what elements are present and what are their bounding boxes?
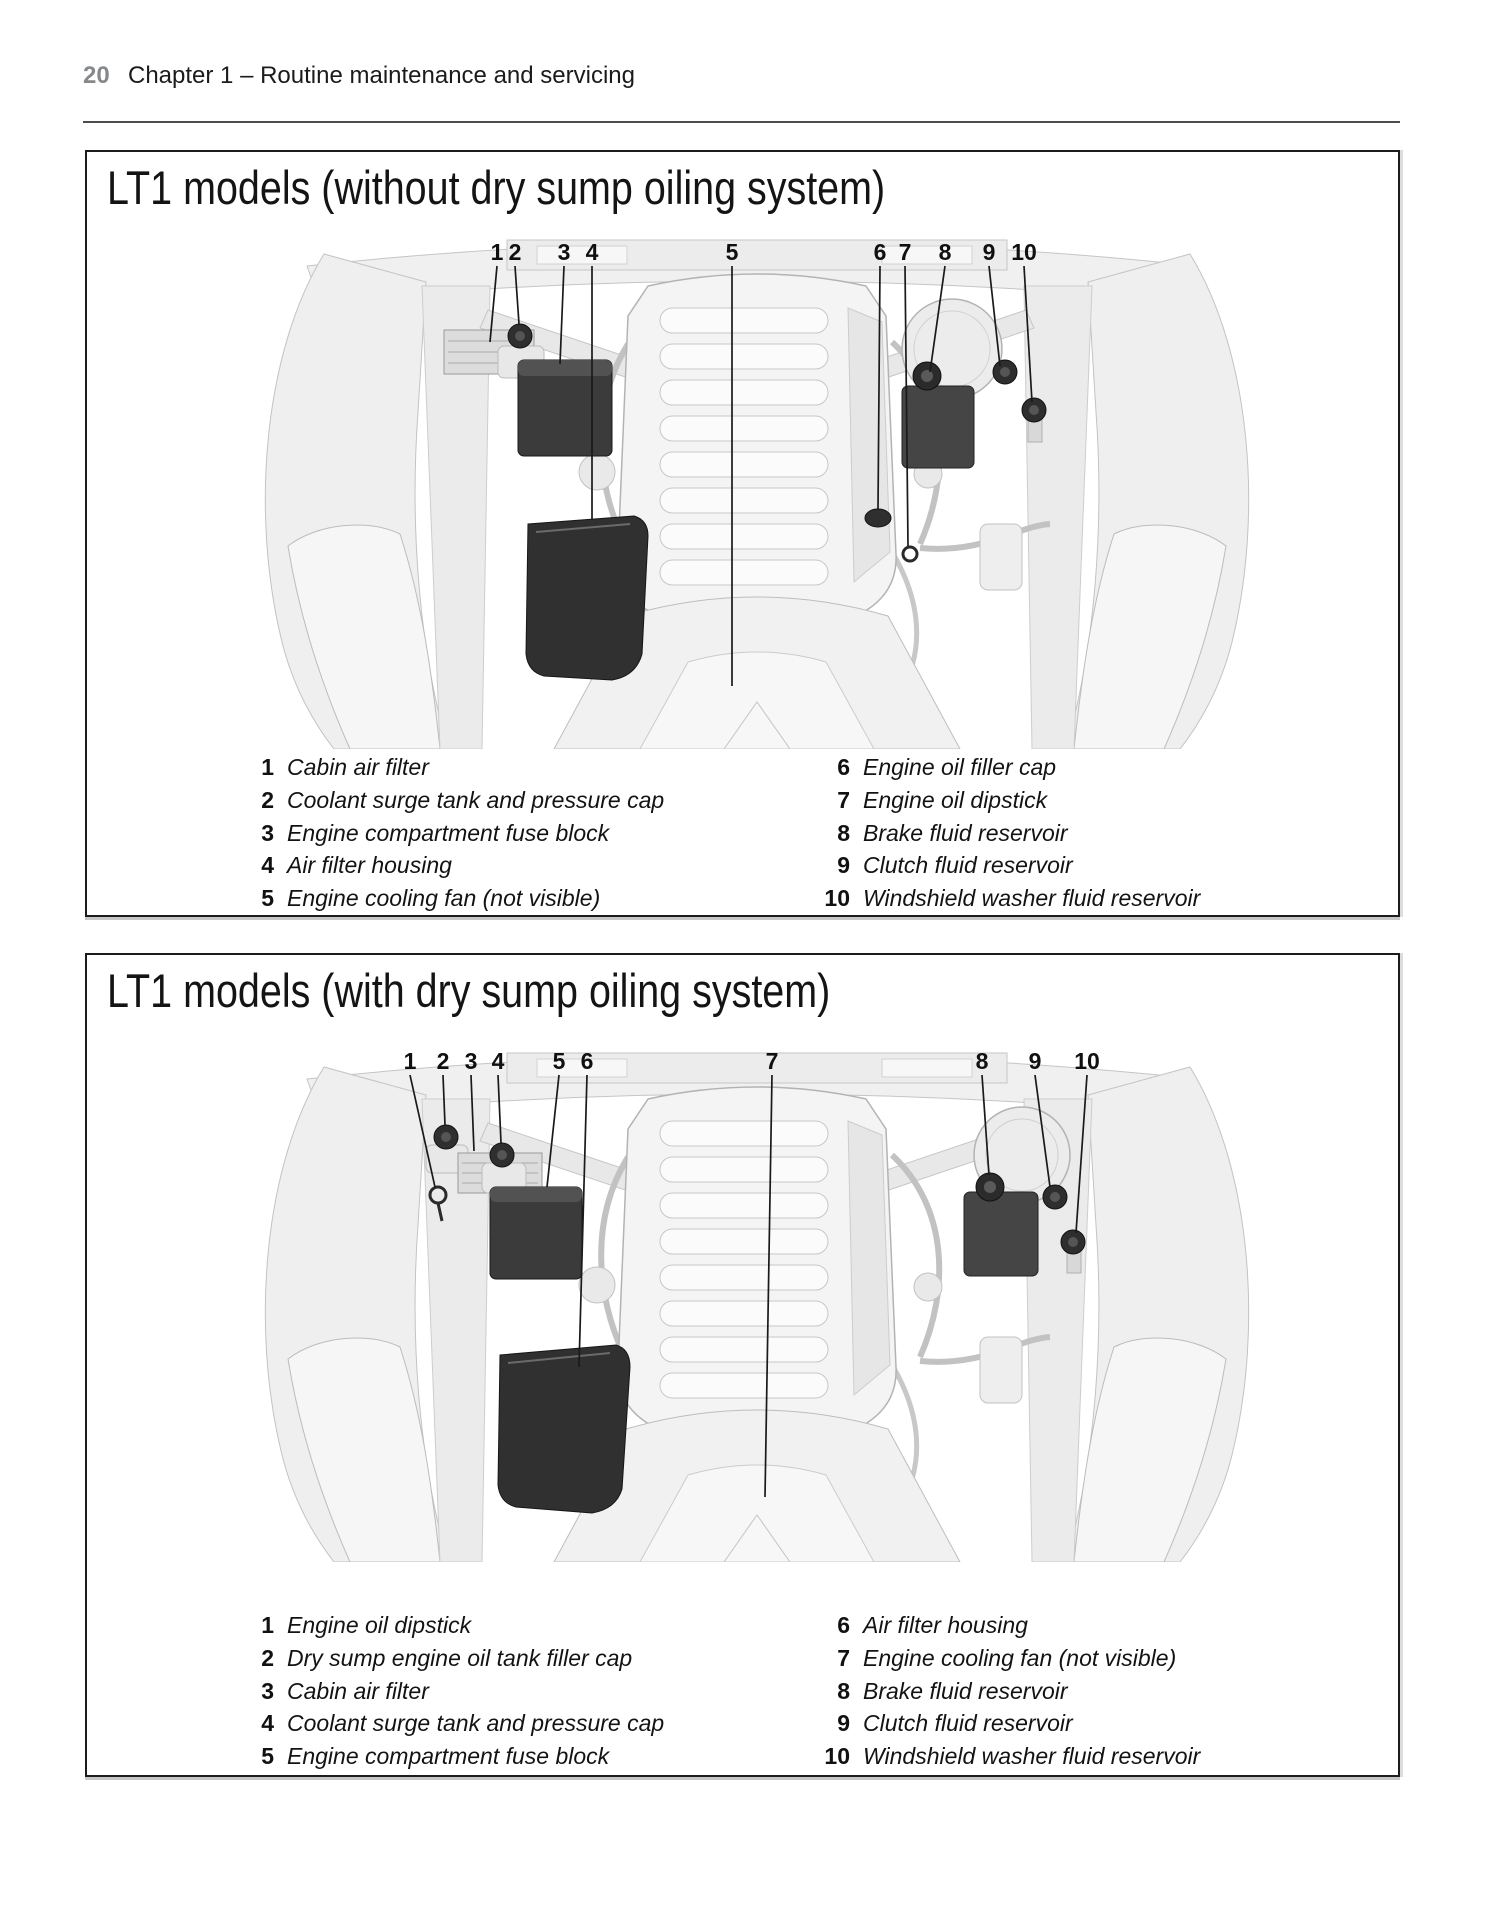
- legend-item-number: 9: [837, 852, 850, 879]
- legend-item-label: Cabin air filter: [287, 1677, 429, 1704]
- callout-number: 10: [1074, 1048, 1100, 1074]
- figure-title: LT1 models (without dry sump oiling system): [107, 161, 886, 214]
- legend-item-label: Engine oil dipstick: [287, 1612, 472, 1638]
- callout-number: 3: [557, 239, 571, 265]
- callout-number: 4: [491, 1048, 505, 1074]
- legend-item-number: 8: [837, 1677, 850, 1704]
- legend-item-label: Cabin air filter: [287, 754, 429, 780]
- callout-number: 7: [898, 239, 912, 265]
- legend-item: [800, 1642, 1380, 1675]
- legend-item-label: Windshield washer fluid reservoir: [863, 885, 1201, 912]
- legend-item-number: 2: [261, 1644, 274, 1671]
- legend-item-label: Air filter housing: [287, 852, 452, 879]
- legend-item: [800, 849, 1380, 882]
- callout-number: 7: [765, 1048, 779, 1074]
- legend-item: [224, 784, 784, 817]
- legend-item: [800, 817, 1380, 850]
- legend-item: [800, 1707, 1380, 1740]
- page-number: 20: [83, 62, 110, 89]
- legend-item-number: 7: [837, 1644, 850, 1671]
- legend-item-number: 7: [837, 786, 850, 813]
- legend-item: [224, 849, 784, 882]
- legend-item-label: Engine oil filler cap: [863, 754, 1057, 780]
- washer-fluid-reservoir-cap-shape: [1022, 398, 1046, 442]
- legend-item: [800, 1675, 1380, 1708]
- callout-number: 3: [464, 1048, 478, 1074]
- legend-item: [800, 751, 1380, 784]
- legend-item-number: 6: [837, 1612, 850, 1638]
- legend-item: [224, 1609, 784, 1642]
- legend-item-number: 1: [261, 1612, 274, 1638]
- figure-box-with-dry-sump: [85, 953, 1400, 1777]
- legend-item-label: Brake fluid reservoir: [863, 819, 1068, 846]
- legend-item-number: 4: [261, 1710, 274, 1737]
- legend-item-label: Windshield washer fluid reservoir: [863, 1743, 1201, 1770]
- callout-number: 5: [552, 1048, 566, 1074]
- figure-legend-right: [800, 1609, 1380, 1773]
- legend-item-label: Engine compartment fuse block: [287, 1743, 610, 1770]
- callout-number: 9: [1028, 1048, 1042, 1074]
- legend-item-number: 10: [824, 1743, 850, 1770]
- callout-number: 8: [938, 239, 952, 265]
- legend-item-number: 8: [837, 819, 850, 846]
- figure-legend-left: [224, 751, 784, 915]
- header-rule: [83, 121, 1400, 123]
- callout-number: 9: [982, 239, 996, 265]
- callout-number: 2: [508, 239, 522, 265]
- air-filter-housing-shape: [526, 516, 648, 680]
- legend-item-label: Engine oil dipstick: [863, 786, 1048, 813]
- legend-item: [224, 1740, 784, 1773]
- legend-item-number: 5: [261, 1743, 274, 1770]
- callout-number: 6: [873, 239, 887, 265]
- legend-item: [800, 1740, 1380, 1773]
- legend-item: [224, 1675, 784, 1708]
- legend-item: [800, 1609, 1380, 1642]
- callout-number: 2: [436, 1048, 450, 1074]
- callout-number: 4: [585, 239, 599, 265]
- fuse-block-shape: [490, 1187, 582, 1279]
- legend-item-label: Engine cooling fan (not visible): [863, 1644, 1177, 1671]
- legend-item-label: Dry sump engine oil tank filler cap: [287, 1644, 633, 1671]
- legend-item-number: 10: [824, 885, 850, 912]
- figure-legend-right: [800, 751, 1380, 915]
- legend-item-label: Air filter housing: [863, 1612, 1028, 1638]
- legend-item-number: 5: [261, 885, 274, 912]
- callout-number: 6: [580, 1048, 594, 1074]
- legend-item: [224, 882, 784, 915]
- legend-item-label: Coolant surge tank and pressure cap: [287, 786, 665, 813]
- callout-number: 10: [1011, 239, 1037, 265]
- figure-box-without-dry-sump: [85, 150, 1400, 917]
- legend-item-label: Clutch fluid reservoir: [863, 852, 1073, 879]
- callout-number: 1: [403, 1048, 417, 1074]
- legend-item-number: 4: [261, 852, 274, 879]
- legend-item-number: 2: [261, 786, 274, 813]
- legend-item-label: Engine compartment fuse block: [287, 819, 610, 846]
- engine-bay-figure: [92, 1037, 1392, 1562]
- legend-item: [800, 784, 1380, 817]
- figure-legend-left: [224, 1609, 784, 1773]
- air-filter-housing-shape: [498, 1345, 630, 1513]
- legend-item-label: Engine cooling fan (not visible): [287, 885, 601, 912]
- chapter-title: Chapter 1 – Routine maintenance and servicing: [128, 62, 635, 89]
- legend-item-label: Clutch fluid reservoir: [863, 1710, 1073, 1737]
- legend-item: [224, 1707, 784, 1740]
- legend-item: [224, 751, 784, 784]
- legend-item: [800, 882, 1380, 915]
- callout-number: 8: [975, 1048, 989, 1074]
- legend-item-number: 9: [837, 1710, 850, 1737]
- engine-oil-filler-cap-shape: [865, 509, 891, 527]
- legend-item-number: 6: [837, 754, 850, 780]
- callout-number: 1: [490, 239, 504, 265]
- legend-item: [224, 1642, 784, 1675]
- legend-item-label: Brake fluid reservoir: [863, 1677, 1068, 1704]
- clutch-fluid-reservoir-cap-shape: [1043, 1185, 1067, 1209]
- fuse-block-shape: [518, 360, 612, 456]
- figure-title: LT1 models (with dry sump oiling system): [107, 964, 831, 1017]
- legend-item-label: Coolant surge tank and pressure cap: [287, 1710, 665, 1737]
- legend-item-number: 3: [261, 1677, 274, 1704]
- callout-number: 5: [725, 239, 739, 265]
- legend-item-number: 1: [261, 754, 274, 780]
- clutch-fluid-reservoir-cap-shape: [993, 360, 1017, 384]
- engine-bay-figure: [92, 224, 1392, 749]
- legend-item: [224, 817, 784, 850]
- engine-oil-dipstick-shape: [903, 547, 917, 561]
- legend-item-number: 3: [261, 819, 274, 846]
